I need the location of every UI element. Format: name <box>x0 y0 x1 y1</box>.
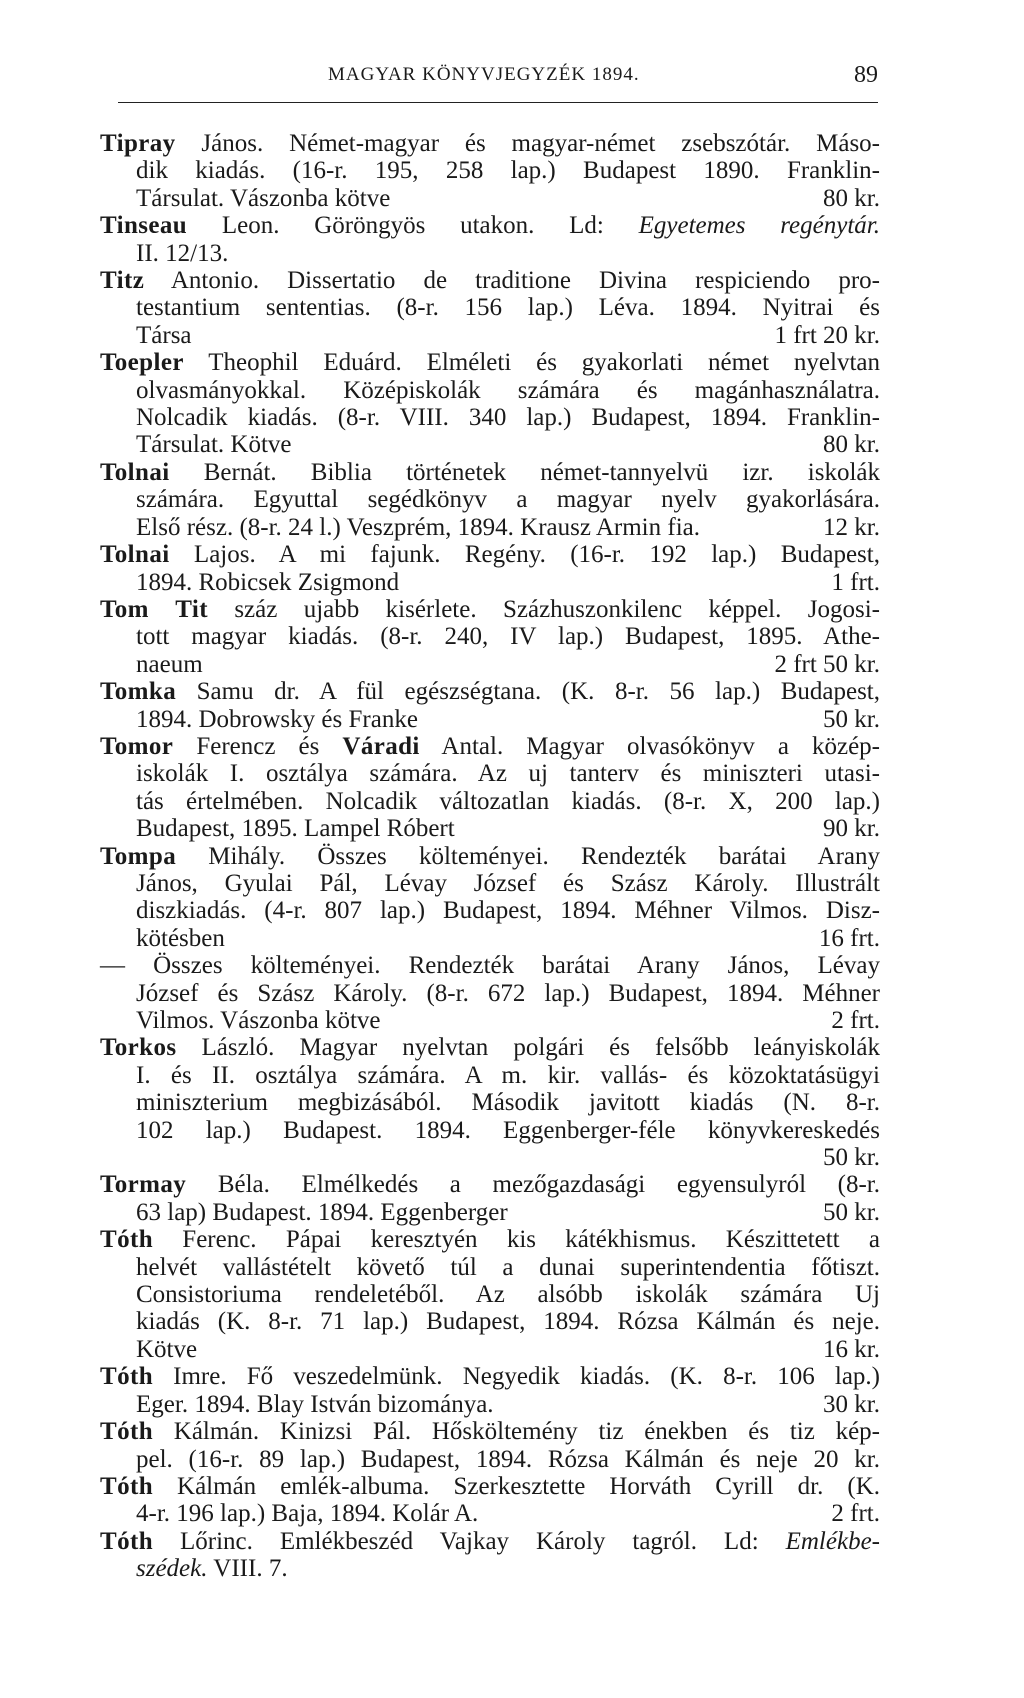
author-name: Tóth <box>100 1527 154 1555</box>
entry-text: Imre. Fő veszedelmünk. Negyedik kiadás. (K. 8-r. 106 lap.) <box>153 1363 880 1391</box>
entry-line <box>100 980 880 1007</box>
entry-price: 50 kr. <box>823 1144 880 1172</box>
author-name: Tinseau <box>100 212 188 240</box>
series-reference: szédek. <box>136 1555 208 1583</box>
entry-line <box>100 1336 880 1363</box>
entry-text: Kálmán emlék-albuma. Szerkesztette Horváth Cyrill dr. (K. <box>153 1472 880 1500</box>
entry-text: 102 lap.) Budapest. 1894. Eggenberger-féle könyvkereskedés <box>136 1116 880 1144</box>
entry-text: olvasmányokkal. Középiskolák számára és magánhasználatra. <box>136 376 880 404</box>
entry-line <box>100 157 880 184</box>
entry-line <box>100 733 880 760</box>
entry-line <box>100 1418 880 1445</box>
entry-text: Társa <box>136 321 192 349</box>
entry-text: Béla. Elmélkedés a mezőgazdasági egyensulyról (8-r. <box>186 1171 880 1199</box>
entry-line <box>100 788 880 815</box>
entry-text: kiadás (K. 8-r. 71 lap.) Budapest, 1894. Rózsa Kálmán és neje. <box>136 1308 880 1336</box>
author-name: Titz <box>100 267 145 295</box>
entry-line <box>100 1144 880 1171</box>
author-name: Tompa <box>100 842 177 870</box>
header-title: MAGYAR KÖNYVJEGYZÉK 1894. <box>328 64 640 85</box>
entry-line-text <box>136 815 455 842</box>
entry-line <box>100 1281 880 1308</box>
entry-line <box>100 651 880 678</box>
entry-text: Első rész. (8-r. 24 l.) Veszprém, 1894. Krausz Armin fia. <box>136 513 700 541</box>
entry-price: 2 frt 50 kr. <box>774 650 880 678</box>
author-name: Tóth <box>100 1418 154 1446</box>
entry-text: II. 12/13. <box>136 239 229 267</box>
entry-text: tott magyar kiadás. (8-r. 240, IV lap.) Budapest, 1895. Athe- <box>136 623 880 651</box>
entry-line <box>100 952 880 979</box>
entry-text: 63 lap) Budapest. 1894. Eggenberger <box>136 1198 508 1226</box>
entry-line <box>100 1089 880 1116</box>
entry-text: Theophil Eduárd. Elméleti és gyakorlati német nyelvtan <box>183 349 880 377</box>
catalog-entry <box>100 952 880 1034</box>
entry-line <box>100 1500 880 1527</box>
entry-text: Lajos. A mi fajunk. Regény. (16-r. 192 lap.) Budapest, <box>169 541 880 569</box>
entry-price: 16 kr. <box>823 1335 880 1363</box>
entry-line <box>100 1226 880 1253</box>
entry-line-text <box>136 1336 197 1363</box>
entry-text: — Összes költeményei. Rendezték barátai Arany János, Lévay <box>100 952 880 980</box>
entry-price: 12 kr. <box>823 513 880 541</box>
entry-line <box>100 925 880 952</box>
entry-text: iskolák I. osztálya számára. Az uj tanterv és miniszteri utasi- <box>136 760 880 788</box>
catalog-entry <box>100 1473 880 1528</box>
author-name: Tóth <box>100 1472 154 1500</box>
entry-line <box>100 1528 880 1555</box>
author-name: Tóth <box>100 1226 154 1254</box>
entry-price: 30 kr. <box>823 1390 880 1418</box>
entry-text: tás értelmében. Nolcadik változatlan kiadás. (8-r. X, 200 lap.) <box>136 787 880 815</box>
entry-line-text <box>136 569 399 596</box>
entry-price: 2 frt. <box>831 1007 880 1034</box>
entry-line <box>100 596 880 623</box>
entry-line-text <box>136 514 700 541</box>
entry-line <box>100 897 880 924</box>
entry-line <box>100 569 880 596</box>
entry-line <box>100 1308 880 1335</box>
entry-price: 2 frt. <box>831 1500 880 1528</box>
entry-text: Samu dr. A fül egészségtana. (K. 8-r. 56 lap.) Budapest, <box>176 678 880 706</box>
catalog-entry <box>100 267 880 349</box>
author-name: Tomka <box>100 678 177 706</box>
entry-line <box>100 294 880 321</box>
entry-text: Mihály. Összes költeményei. Rendezték barátai Arany <box>176 842 880 870</box>
entry-price: 16 frt. <box>818 924 880 952</box>
entry-line-text <box>136 706 418 733</box>
entry-line-text <box>136 1500 478 1527</box>
catalog-entry <box>100 733 880 843</box>
entry-price: 1 frt. <box>831 568 880 596</box>
catalog-entry <box>100 1363 880 1418</box>
catalog-entry <box>100 1171 880 1226</box>
entry-line <box>100 815 880 842</box>
author-name: Tóth <box>100 1363 154 1391</box>
entry-price: 50 kr. <box>823 1198 880 1226</box>
author-name: Tolnai <box>100 458 170 486</box>
entry-line <box>100 678 880 705</box>
series-reference: Emlékbe- <box>785 1527 880 1555</box>
entry-text: pel. (16-r. 89 lap.) Budapest, 1894. Rózsa Kálmán és neje 20 kr. <box>136 1445 880 1473</box>
catalog-entry <box>100 596 880 678</box>
entry-text: Nolcadik kiadás. (8-r. VIII. 340 lap.) Budapest, 1894. Franklin- <box>136 404 880 432</box>
entry-line <box>100 1117 880 1144</box>
entry-line <box>100 240 880 267</box>
catalog-entry <box>100 843 880 953</box>
entry-line-text <box>136 1199 508 1226</box>
catalog-entry <box>100 1418 880 1473</box>
entry-line <box>100 1446 880 1473</box>
entry-line <box>100 623 880 650</box>
author-name: Torkos <box>100 1034 177 1062</box>
entry-line <box>100 267 880 294</box>
entry-text-continued: VIII. 7. <box>207 1555 288 1583</box>
author-name: Toepler <box>100 349 184 377</box>
entry-text: testantium sententias. (8-r. 156 lap.) Léva. 1894. Nyitrai és <box>136 294 880 322</box>
catalog-entry <box>100 1226 880 1363</box>
entry-line <box>100 185 880 212</box>
entry-line <box>100 1007 880 1034</box>
entry-line <box>100 1062 880 1089</box>
entry-text: Bernát. Biblia történetek német-tannyelvü izr. iskolák <box>169 458 880 486</box>
author-name: Tolnai <box>100 541 170 569</box>
entry-text: József és Szász Károly. (8-r. 672 lap.) Budapest, 1894. Méhner <box>136 979 880 1007</box>
entry-line <box>100 1171 880 1198</box>
entry-text: miniszterium megbizásából. Második javitott kiadás (N. 8-r. <box>136 1089 880 1117</box>
entry-text: Consistoriuma rendeletéből. Az alsóbb iskolák számára Uj <box>136 1281 880 1309</box>
entry-text: helvét vallástételt követő túl a dunai superintendentia főtiszt. <box>136 1253 880 1281</box>
entry-text-continued: Antal. Magyar olvasókönyv a közép- <box>419 732 880 760</box>
entry-text: Kötve <box>136 1335 198 1363</box>
entry-price: 50 kr. <box>823 705 880 733</box>
entry-line <box>100 760 880 787</box>
catalog-entry <box>100 678 880 733</box>
entry-text: Kálmán. Kinizsi Pál. Hősköltemény tiz énekben és tiz kép- <box>153 1418 880 1446</box>
catalog-entries <box>100 130 880 1583</box>
entry-line-text <box>136 651 203 678</box>
entry-line <box>100 322 880 349</box>
entry-text: János. Német-magyar és magyar-német zsebszótár. Máso- <box>175 130 880 157</box>
entry-line <box>100 212 880 239</box>
entry-line <box>100 349 880 376</box>
entry-text: Társulat. Vászonba kötve <box>136 184 391 212</box>
header-rule <box>118 102 878 103</box>
entry-text: Leon. Göröngyös utakon. Ld: <box>187 212 639 240</box>
entry-text: János, Gyulai Pál, Lévay József és Szász Károly. Illustrált <box>136 869 880 897</box>
catalog-entry <box>100 349 880 459</box>
catalog-entry <box>100 212 880 267</box>
author-name: Tom Tit <box>100 595 208 623</box>
catalog-entry <box>100 459 880 541</box>
catalog-entry <box>100 1034 880 1171</box>
entry-line-text <box>136 1007 381 1034</box>
entry-text: dik kiadás. (16-r. 195, 258 lap.) Budapest 1890. Franklin- <box>136 157 880 185</box>
entry-text: Budapest, 1895. Lampel Róbert <box>136 815 455 843</box>
entry-line <box>100 1473 880 1500</box>
entry-line <box>100 486 880 513</box>
catalog-entry <box>100 130 880 212</box>
entry-line <box>100 706 880 733</box>
entry-text: diszkiadás. (4-r. 807 lap.) Budapest, 1894. Méhner Vilmos. Disz- <box>136 897 880 925</box>
entry-line <box>100 1199 880 1226</box>
entry-text: I. és II. osztálya számára. A m. kir. vallás- és közoktatásügyi <box>136 1061 880 1089</box>
running-header <box>118 60 878 90</box>
entry-line <box>100 870 880 897</box>
entry-text: Antonio. Dissertatio de traditione Divina respiciendo pro- <box>144 267 880 295</box>
entry-line-text <box>136 185 390 212</box>
entry-line <box>100 404 880 431</box>
entry-line <box>100 1254 880 1281</box>
author-name: Tormay <box>100 1171 187 1199</box>
entry-line <box>100 1363 880 1390</box>
entry-price: 90 kr. <box>823 815 880 843</box>
entry-text: száz ujabb kisérlete. Százhuszonkilenc képpel. Jogosi- <box>207 595 880 623</box>
author-name: Tomor <box>100 732 174 760</box>
entry-line-text <box>136 1391 494 1418</box>
entry-text: 1894. Dobrowsky és Franke <box>136 705 418 733</box>
entry-text: naeum <box>136 650 203 678</box>
entry-line <box>100 541 880 568</box>
entry-line-text <box>136 322 192 349</box>
entry-line <box>100 1391 880 1418</box>
entry-text: számára. Egyuttal segédkönyv a magyar nyelv gyakorlására. <box>136 486 880 514</box>
entry-line <box>100 459 880 486</box>
entry-line-text <box>136 431 292 458</box>
entry-text: 4-r. 196 lap.) Baja, 1894. Kolár A. <box>136 1500 479 1528</box>
entry-text: László. Magyar nyelvtan polgári és felsőbb leányiskolák <box>176 1034 880 1062</box>
entry-text: Ferenc. Pápai keresztyén kis kátékhismus. Készittetett a <box>153 1226 880 1254</box>
entry-text: Lőrinc. Emlékbeszéd Vajkay Károly tagról. Ld: <box>153 1527 786 1555</box>
entry-price: 80 kr. <box>823 431 880 459</box>
catalog-entry <box>100 1528 880 1583</box>
series-reference: Egyetemes regénytár. <box>638 212 880 240</box>
entry-price: 80 kr. <box>823 184 880 212</box>
entry-text: kötésben <box>136 924 225 952</box>
entry-line <box>100 130 880 157</box>
author-name: Tipray <box>100 130 176 157</box>
page-number: 89 <box>854 62 878 88</box>
entry-price: 1 frt 20 kr. <box>774 321 880 349</box>
entry-line-text <box>136 925 225 952</box>
entry-line <box>100 1555 880 1582</box>
entry-line <box>100 843 880 870</box>
entry-text: Ferencz és <box>173 732 343 760</box>
entry-text: 1894. Robicsek Zsigmond <box>136 568 400 596</box>
entry-line <box>100 431 880 458</box>
entry-text: Társulat. Kötve <box>136 431 292 459</box>
coauthor-name: Váradi <box>342 732 420 760</box>
entry-line <box>100 1034 880 1061</box>
entry-text: Vilmos. Vászonba kötve <box>136 1007 381 1034</box>
catalog-entry <box>100 541 880 596</box>
entry-text: Eger. 1894. Blay István bizománya. <box>136 1390 494 1418</box>
entry-line <box>100 514 880 541</box>
entry-line <box>100 377 880 404</box>
